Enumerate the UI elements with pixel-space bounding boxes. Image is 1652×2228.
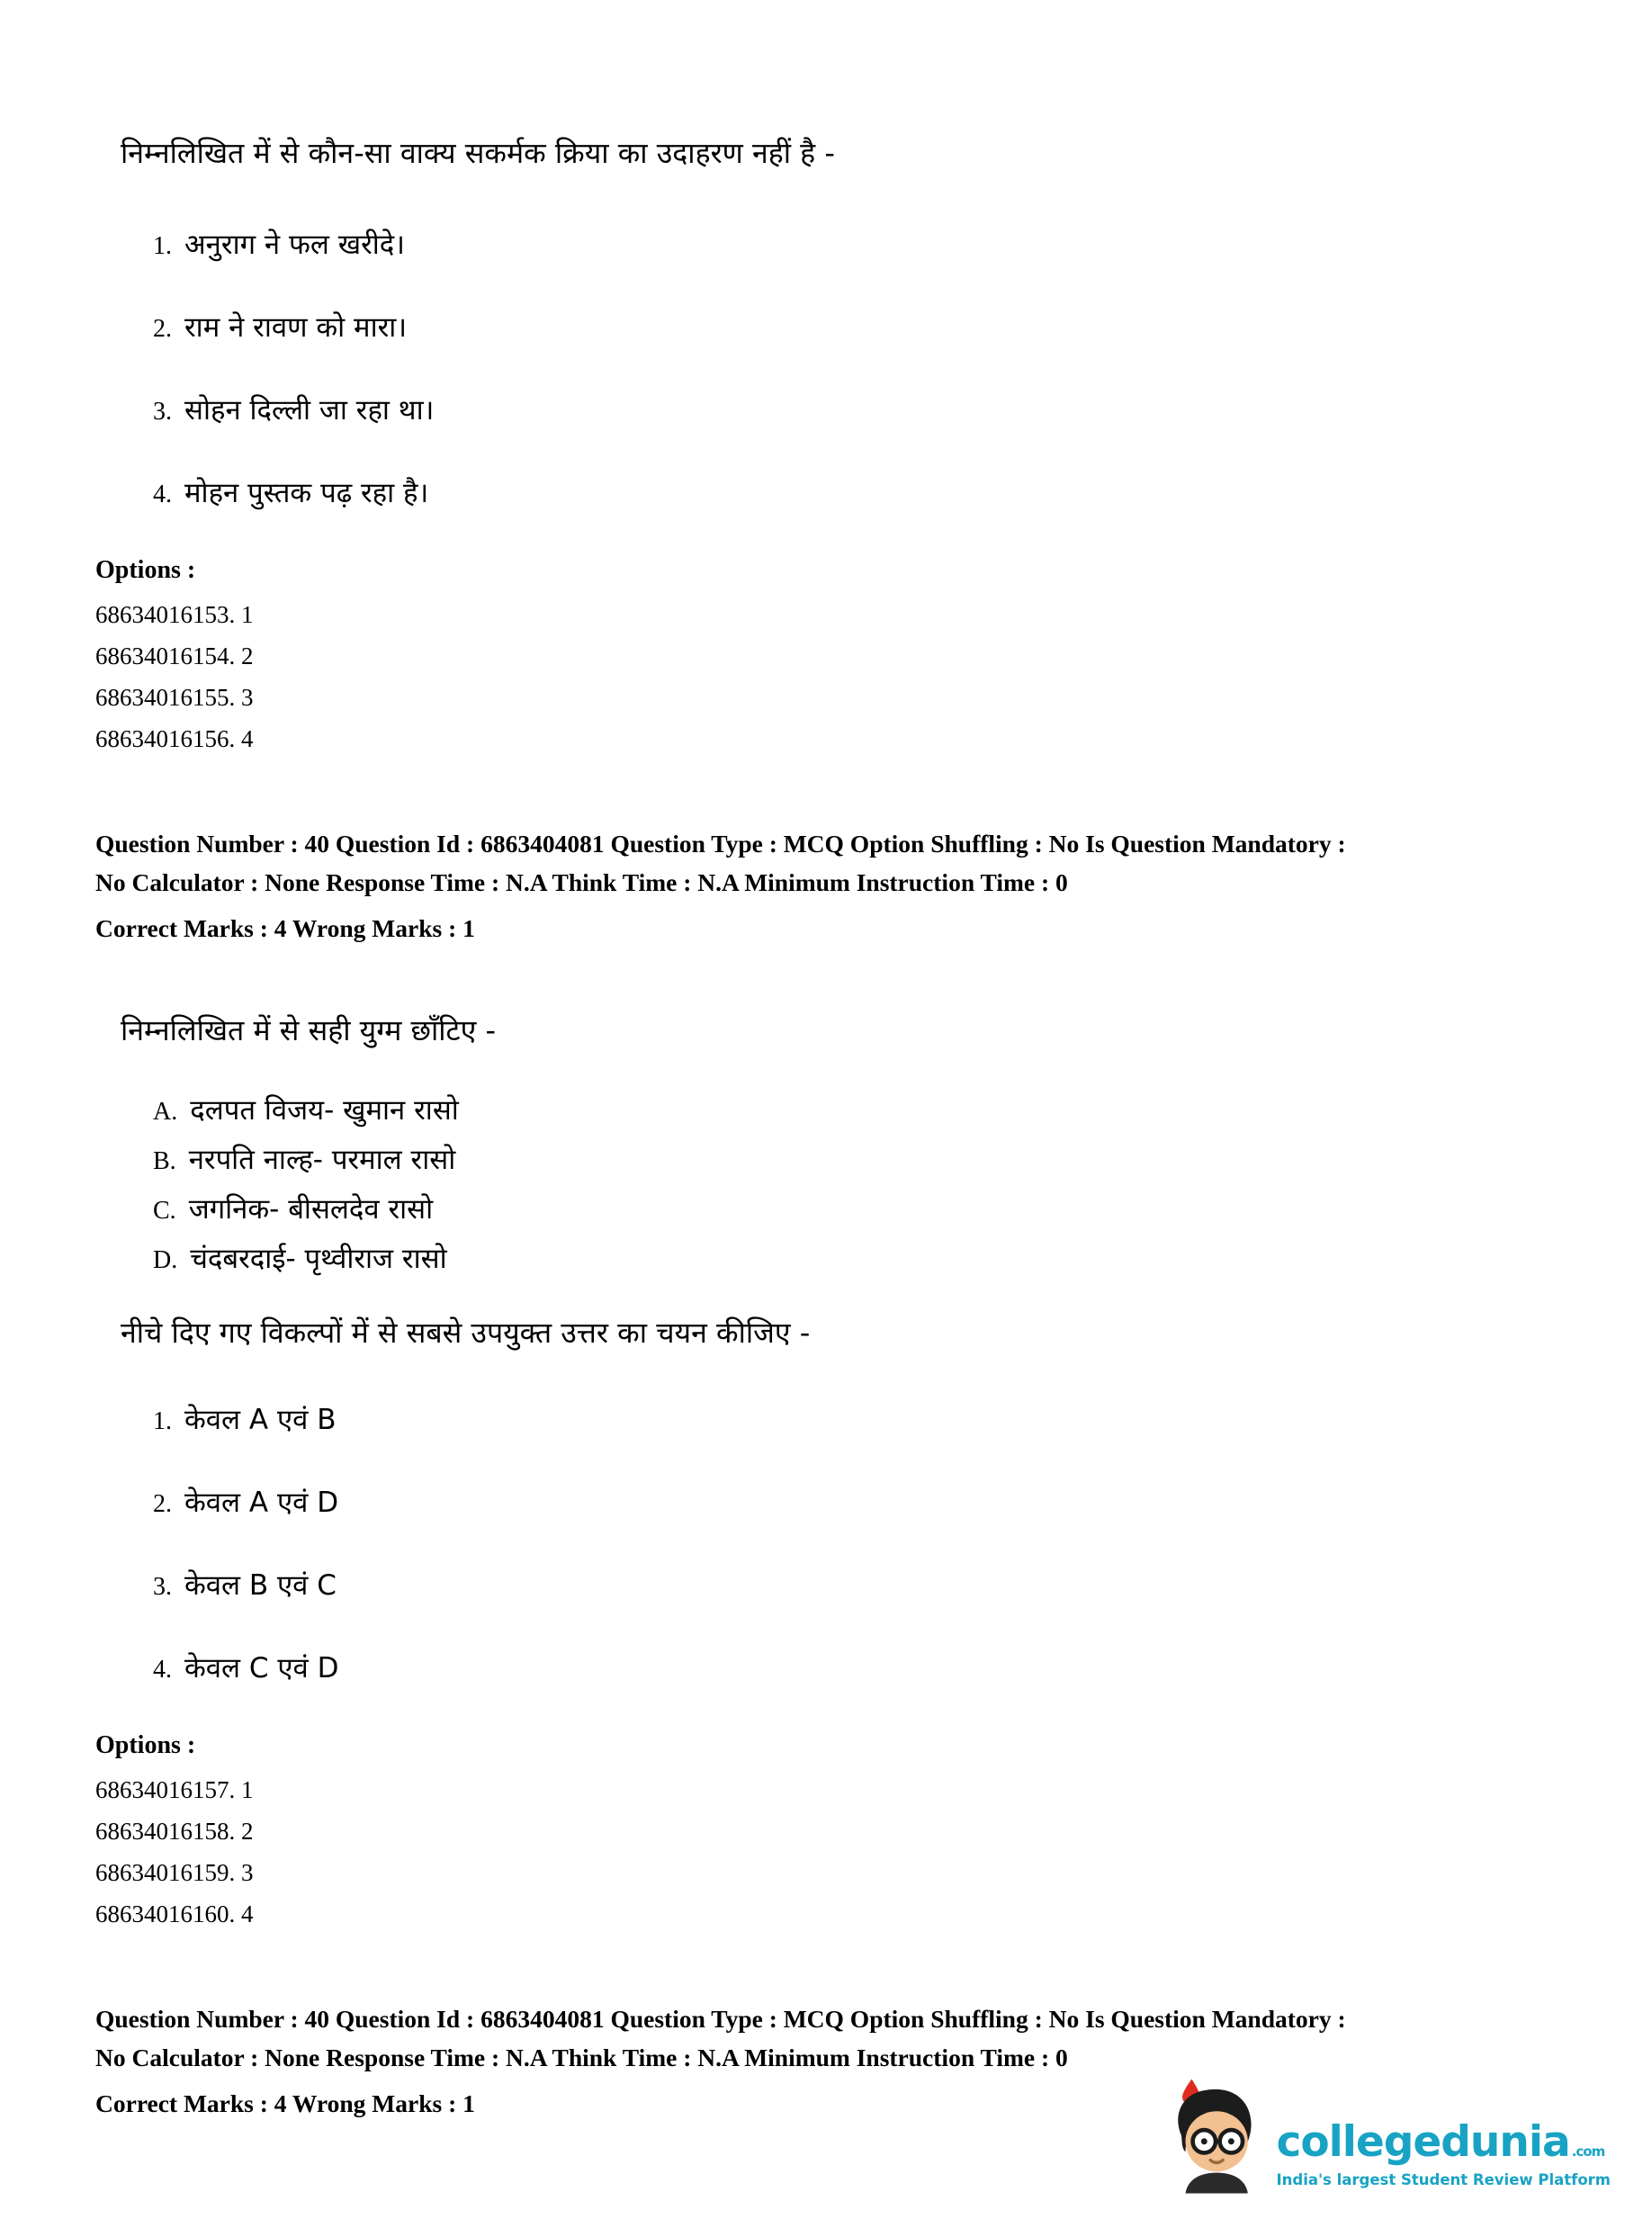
- correct-marks-line: Correct Marks : 4 Wrong Marks : 1: [95, 913, 475, 942]
- options-heading: Options :: [95, 1731, 196, 1760]
- instruction-line: नीचे दिए गए विकल्पों में से सबसे उपयुक्त उत्तर का चयन कीजिए -: [121, 1316, 811, 1351]
- choice-row: [153, 1483, 1544, 1521]
- mascot-icon: [1169, 2079, 1262, 2194]
- choice-number: 4.: [153, 1656, 172, 1684]
- question-meta-block: [95, 824, 1544, 948]
- collegedunia-logo: [1169, 2079, 1611, 2194]
- choice-number: 3.: [153, 1573, 172, 1602]
- pair-label: A.: [153, 1098, 178, 1127]
- choice-number: 1.: [153, 1407, 172, 1436]
- choice-list: [153, 225, 1544, 511]
- option-id-list: [95, 1769, 1544, 1935]
- choice-row: [153, 1649, 1544, 1686]
- brand-text: [1276, 2117, 1611, 2167]
- pair-row: [153, 1239, 1544, 1277]
- choice-row: [153, 473, 1544, 511]
- pair-row: [153, 1140, 1544, 1178]
- choice-number: 3.: [153, 397, 172, 426]
- choice-row: [153, 225, 1544, 263]
- pair-text: दलपत विजय- खुमान रासो: [190, 1094, 459, 1127]
- question-meta-line: No Calculator : None Response Time : N.A Think Time : N.A Minimum Instruction Time : 0: [95, 2044, 1068, 2072]
- choice-text: केवल A एवं D: [184, 1487, 339, 1520]
- pair-text: नरपति नाल्ह- परमाल रासो: [188, 1144, 456, 1177]
- pair-label: D.: [153, 1246, 178, 1275]
- choice-number: 1.: [153, 231, 172, 260]
- question-prompt: निम्नलिखित में से सही युग्म छाँटिए -: [121, 1012, 497, 1047]
- choice-row: [153, 391, 1544, 428]
- choice-text: केवल C एवं D: [184, 1652, 339, 1685]
- choice-number: 2.: [153, 314, 172, 343]
- question-block-transitive: [95, 135, 1544, 759]
- option-id-row: 68634016160. 4: [95, 1900, 254, 1928]
- option-id-row: 68634016158. 2: [95, 1818, 254, 1846]
- correct-marks-line: Correct Marks : 4 Wrong Marks : 1: [95, 2089, 475, 2118]
- pair-row: [153, 1190, 1544, 1227]
- pair-row: [153, 1091, 1544, 1128]
- option-id-row: 68634016155. 3: [95, 683, 254, 711]
- question-prompt: निम्नलिखित में से कौन-सा वाक्य सकर्मक क्रिया का उदाहरण नहीं है -: [121, 136, 835, 170]
- brand-text-column: [1276, 2117, 1611, 2194]
- option-id-row: 68634016154. 2: [95, 642, 254, 669]
- brand-name: collegedunia: [1276, 2117, 1570, 2167]
- choice-text: केवल B एवं C: [184, 1569, 337, 1603]
- choice-number: 2.: [153, 1490, 172, 1519]
- choice-text: केवल A एवं B: [184, 1404, 337, 1437]
- pair-label: B.: [153, 1147, 176, 1176]
- choice-list: [153, 1400, 1544, 1686]
- brand-suffix: .com: [1571, 2143, 1605, 2160]
- choice-text: राम ने रावण को मारा।: [184, 310, 408, 344]
- options-heading: Options :: [95, 555, 196, 584]
- choice-number: 4.: [153, 480, 172, 508]
- choice-row: [153, 1566, 1544, 1604]
- pair-text: चंदबरदाई- पृथ्वीराज रासो: [190, 1243, 447, 1276]
- question-meta-line: No Calculator : None Response Time : N.A Think Time : N.A Minimum Instruction Time : 0: [95, 867, 1068, 896]
- question-meta-line: Question Number : 40 Question Id : 6863404081 Question Type : MCQ Option Shuffling : No Is Question Mandatory :: [95, 829, 1346, 858]
- choice-text: सोहन दिल्ली जा रहा था।: [184, 393, 435, 427]
- option-id-list: [95, 594, 1544, 759]
- question-block-pairs: [95, 1012, 1544, 1936]
- option-id-row: 68634016156. 4: [95, 724, 254, 752]
- question-meta-line: Question Number : 40 Question Id : 6863404081 Question Type : MCQ Option Shuffling : No Is Question Mandatory :: [95, 2005, 1346, 2034]
- option-id-row: 68634016153. 1: [95, 600, 254, 628]
- pair-text: जगनिक- बीसलदेव रासो: [188, 1193, 434, 1226]
- brand-tagline: India's largest Student Review Platform: [1276, 2171, 1611, 2188]
- option-id-row: 68634016157. 1: [95, 1776, 254, 1804]
- choice-text: अनुराग ने फल खरीदे।: [184, 228, 406, 261]
- pair-label: C.: [153, 1197, 176, 1226]
- choice-text: मोहन पुस्तक पढ़ रहा है।: [184, 476, 429, 509]
- option-id-row: 68634016159. 3: [95, 1859, 254, 1887]
- choice-row: [153, 308, 1544, 346]
- choice-row: [153, 1400, 1544, 1438]
- pair-list: [153, 1091, 1544, 1277]
